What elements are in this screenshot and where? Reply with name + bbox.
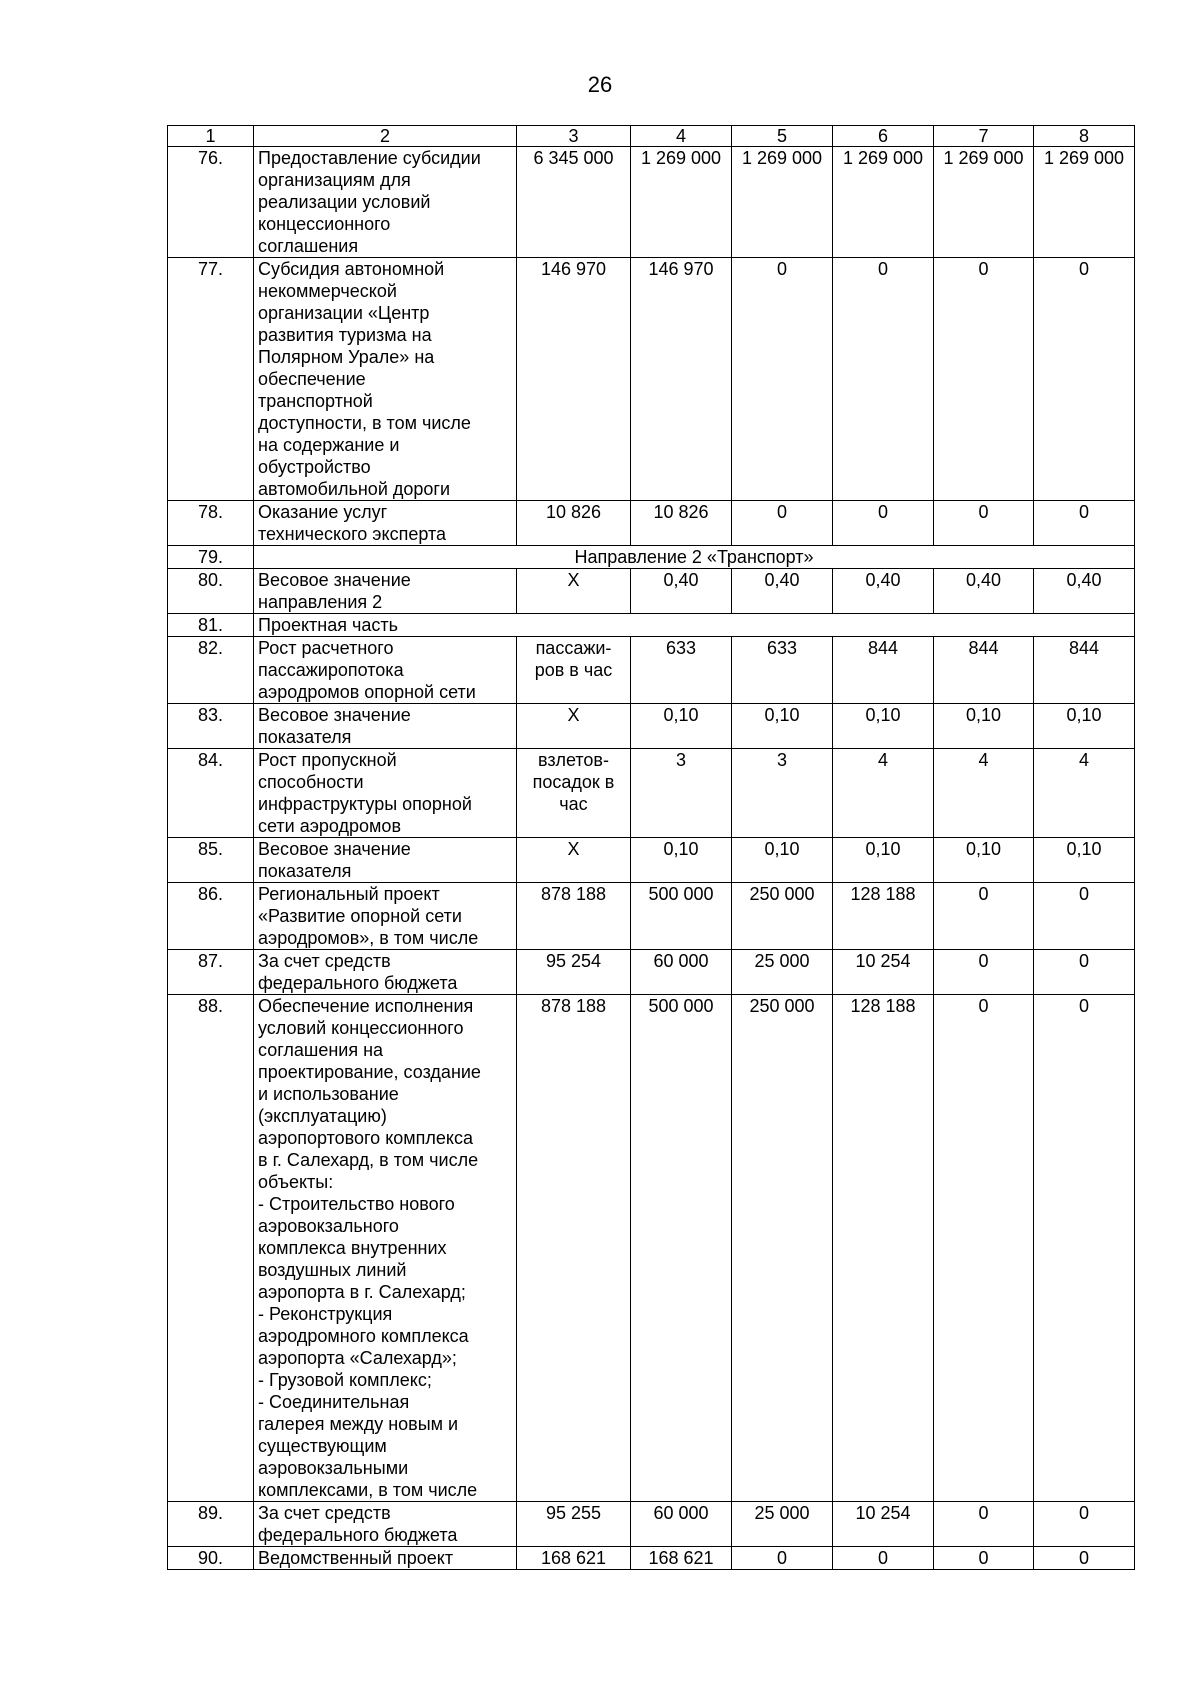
row-number-cell: 84. [168,749,254,838]
table-row [168,704,1135,749]
year-value-cell: 4 [833,749,934,838]
description-cell: Проектная часть [254,614,1135,637]
year-value-cell: 1 269 000 [631,147,732,258]
year-value-cell: 0 [1034,1502,1135,1547]
year-value-cell: 0,10 [732,838,833,883]
year-value-cell: 1 269 000 [934,147,1034,258]
row-number-cell: 86. [168,883,254,950]
year-value-cell: 3 [732,749,833,838]
year-value-cell: 0,10 [934,838,1034,883]
year-value-cell: 0 [1034,883,1135,950]
description-cell: За счет средств федерального бюджета [254,1502,517,1547]
page-number: 26 [587,72,613,97]
year-value-cell: 500 000 [631,995,732,1502]
year-value-cell: 0,40 [631,569,732,614]
year-value-cell: 0 [833,258,934,501]
row-number-cell: 78. [168,501,254,546]
year-value-cell: 0 [732,1547,833,1570]
year-value-cell: 0 [833,1547,934,1570]
year-value-cell: 0 [1034,995,1135,1502]
row-number-cell: 90. [168,1547,254,1570]
year-value-cell: 844 [833,637,934,704]
row-number-cell: 82. [168,637,254,704]
year-value-cell: 0 [934,1502,1034,1547]
table-body [168,126,1135,1570]
table-row [168,1502,1135,1547]
year-value-cell: 0,10 [833,704,934,749]
year-value-cell: 0 [934,995,1034,1502]
table-row [168,950,1135,995]
description-cell: За счет средств федерального бюджета [254,950,517,995]
unit-or-total-cell: Х [517,569,631,614]
year-value-cell: 0,10 [732,704,833,749]
description-cell: Рост расчетного пассажиропотока аэродромов опорной сети [254,637,517,704]
unit-or-total-cell: Х [517,838,631,883]
unit-or-total-cell: 878 188 [517,995,631,1502]
year-value-cell: 500 000 [631,883,732,950]
year-value-cell: 844 [1034,637,1135,704]
year-value-cell: 128 188 [833,995,934,1502]
year-value-cell: 0 [732,501,833,546]
unit-or-total-cell: пассажи- ров в час [517,637,631,704]
year-value-cell: 250 000 [732,995,833,1502]
unit-or-total-cell: взлетов- посадок в час [517,749,631,838]
year-value-cell: 0,10 [631,838,732,883]
description-cell: Весовое значение показателя [254,704,517,749]
description-cell: Весовое значение показателя [254,838,517,883]
year-value-cell: 60 000 [631,950,732,995]
table-row [168,883,1135,950]
year-value-cell: 3 [631,749,732,838]
table-row [168,614,1135,637]
unit-or-total-cell: 95 255 [517,1502,631,1547]
year-value-cell: 0,40 [833,569,934,614]
year-value-cell: 0 [1034,1547,1135,1570]
row-number-cell: 85. [168,838,254,883]
table-header-row [168,126,1135,147]
table-row [168,569,1135,614]
description-cell: Региональный проект «Развитие опорной сети аэродромов», в том числе [254,883,517,950]
description-cell: Весовое значение направления 2 [254,569,517,614]
unit-or-total-cell: 146 970 [517,258,631,501]
header-cell: 5 [732,126,833,147]
unit-or-total-cell: 95 254 [517,950,631,995]
year-value-cell: 0 [934,258,1034,501]
year-value-cell: 0 [934,501,1034,546]
year-value-cell: 0,10 [833,838,934,883]
unit-or-total-cell: 168 621 [517,1547,631,1570]
year-value-cell: 10 254 [833,950,934,995]
year-value-cell: 1 269 000 [833,147,934,258]
year-value-cell: 0 [833,501,934,546]
row-number-cell: 87. [168,950,254,995]
budget-table [167,125,1135,1570]
row-number-cell: 77. [168,258,254,501]
year-value-cell: 1 269 000 [1034,147,1135,258]
row-number-cell: 83. [168,704,254,749]
year-value-cell: 0 [1034,501,1135,546]
header-cell: 3 [517,126,631,147]
description-cell: Субсидия автономной некоммерческой организации «Центр развития туризма на Полярном Урале» на обеспечение транспортной доступности, в том числе на содержание и обустройство автомобильной дороги [254,258,517,501]
year-value-cell: 0,10 [934,704,1034,749]
year-value-cell: 0 [1034,950,1135,995]
year-value-cell: 844 [934,637,1034,704]
year-value-cell: 0,10 [1034,704,1135,749]
year-value-cell: 10 826 [631,501,732,546]
description-cell: Оказание услуг технического эксперта [254,501,517,546]
year-value-cell: 4 [934,749,1034,838]
year-value-cell: 25 000 [732,950,833,995]
header-cell: 2 [254,126,517,147]
description-cell: Рост пропускной способности инфраструктуры опорной сети аэродромов [254,749,517,838]
unit-or-total-cell: 10 826 [517,501,631,546]
year-value-cell: 10 254 [833,1502,934,1547]
year-value-cell: 250 000 [732,883,833,950]
year-value-cell: 128 188 [833,883,934,950]
table-row [168,749,1135,838]
row-number-cell: 76. [168,147,254,258]
table-row [168,637,1135,704]
year-value-cell: 4 [1034,749,1135,838]
table-row [168,501,1135,546]
year-value-cell: 0 [934,1547,1034,1570]
year-value-cell: 0,40 [732,569,833,614]
unit-or-total-cell: 6 345 000 [517,147,631,258]
year-value-cell: 0 [732,258,833,501]
year-value-cell: 146 970 [631,258,732,501]
description-cell: Ведомственный проект [254,1547,517,1570]
row-number-cell: 81. [168,614,254,637]
year-value-cell: 0,10 [631,704,732,749]
description-cell: Обеспечение исполнения условий концессионного соглашения на проектирование, создание и использование (эксплуатацию) аэропортового комплекса в г. Салехард, в том числе объекты: - Строительство нового аэровокзального комплекса внутренних воздушных линий аэропорта в г. Салехард; - Реконструкция аэродромного комплекса аэропорта «Салехард»; - Грузовой комплекс; - Соединительная галерея между новым и существующим аэровокзальными комплексами, в том числе [254,995,517,1502]
year-value-cell: 0,10 [1034,838,1135,883]
year-value-cell: 0 [934,883,1034,950]
unit-or-total-cell: 878 188 [517,883,631,950]
unit-or-total-cell: Х [517,704,631,749]
year-value-cell: 0 [934,950,1034,995]
year-value-cell: 168 621 [631,1547,732,1570]
header-cell: 8 [1034,126,1135,147]
year-value-cell: 633 [732,637,833,704]
header-cell: 4 [631,126,732,147]
section-heading-cell: Направление 2 «Транспорт» [254,546,1135,569]
row-number-cell: 79. [168,546,254,569]
header-cell: 6 [833,126,934,147]
year-value-cell: 633 [631,637,732,704]
year-value-cell: 0,40 [934,569,1034,614]
row-number-cell: 88. [168,995,254,1502]
table-row [168,147,1135,258]
year-value-cell: 60 000 [631,1502,732,1547]
row-number-cell: 80. [168,569,254,614]
year-value-cell: 0,40 [1034,569,1135,614]
table-row [168,838,1135,883]
description-cell: Предоставление субсидии организациям для реализации условий концессионного соглашения [254,147,517,258]
table-row [168,546,1135,569]
header-cell: 1 [168,126,254,147]
header-cell: 7 [934,126,1034,147]
table-row [168,995,1135,1502]
row-number-cell: 89. [168,1502,254,1547]
year-value-cell: 25 000 [732,1502,833,1547]
year-value-cell: 0 [1034,258,1135,501]
table-row [168,258,1135,501]
table-row [168,1547,1135,1570]
year-value-cell: 1 269 000 [732,147,833,258]
